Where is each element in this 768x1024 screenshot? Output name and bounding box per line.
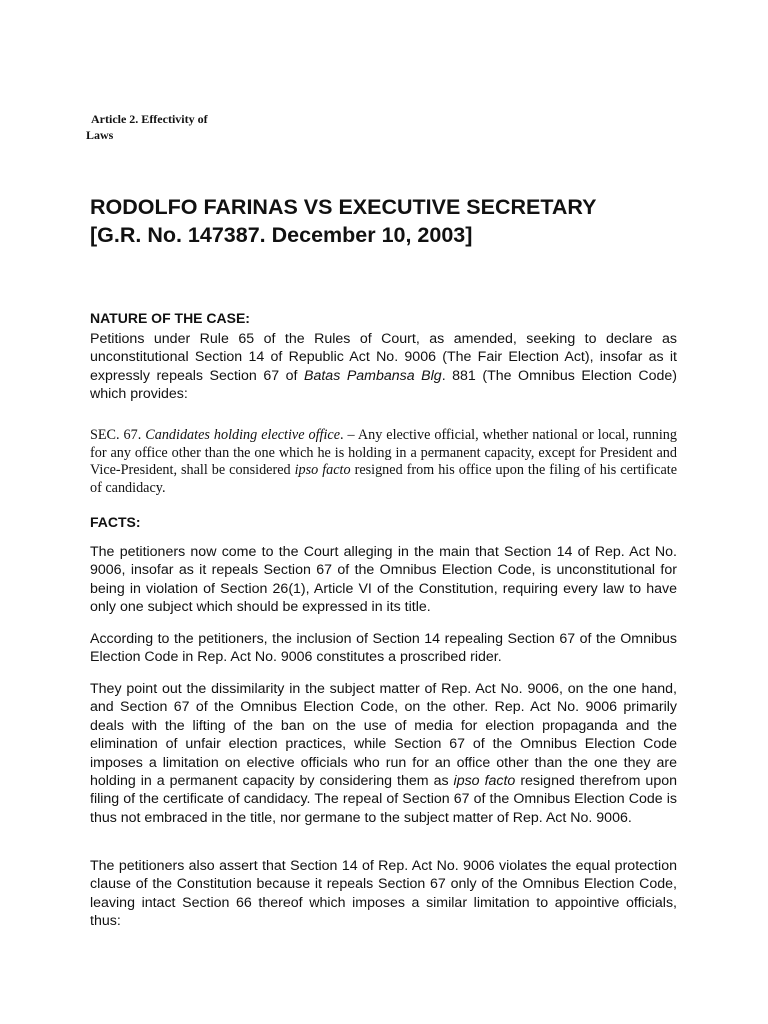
sec67-text-a: SEC. 67. <box>90 427 146 443</box>
case-title-line2: [G.R. No. 147387. December 10, 2003] <box>90 223 473 247</box>
nature-heading: NATURE OF THE CASE: <box>90 310 250 326</box>
nature-paragraph <box>90 330 677 404</box>
section-67-quote <box>90 427 677 497</box>
case-title <box>90 193 710 249</box>
sec67-italic-title: Candidates holding elective office <box>145 427 341 443</box>
article-heading-line2: Laws <box>86 128 114 142</box>
nature-paragraph-italic: Batas Pambansa Blg <box>304 367 442 384</box>
article-heading <box>86 111 236 143</box>
facts-paragraph-3-italic: ipso facto <box>453 773 516 790</box>
sec67-italic-ipso: ipso facto <box>294 462 351 479</box>
facts-paragraph-1: The petitioners now come to the Court alleging in the main that Section 14 of Rep. Act No. 9006, insofar as it repeals Section 67 of the Omnibus Election Code, is unconstitutional for being in violation of Section 26(1), Article VI of the Constitution, requiring every law to have only one subject which should be expressed in its title. <box>90 544 677 616</box>
facts-paragraph-2: According to the petitioners, the inclusion of Section 14 repealing Section 67 of the Omnibus Election Code in Rep. Act No. 9006 constitutes a proscribed rider. <box>90 631 677 666</box>
sec67-text-c: . – Any elective official, whether national or local, running for any office other than the one which he is holding in a permanent capacity, except for President and Vice-President, shall be considered <box>90 427 677 479</box>
facts-heading: FACTS: <box>90 514 141 530</box>
nature-paragraph-text-c: . 881 (The Omnibus Election Code) which provides: <box>90 367 677 403</box>
facts-paragraph-3-text-c: resigned therefrom upon filing of the certificate of candidacy. The repeal of Section 67 of the Omnibus Election Code is thus not embraced in the title, nor germane to the subject matter of Rep. Act No. 9006. <box>90 773 677 826</box>
facts-paragraph-3 <box>90 680 677 827</box>
case-title-line1: RODOLFO FARINAS VS EXECUTIVE SECRETARY <box>90 195 597 219</box>
sec67-text-e: resigned from his office upon the filing of his certificate of candidacy. <box>90 462 677 496</box>
facts-paragraph-3-text-a: They point out the dissimilarity in the subject matter of Rep. Act No. 9006, on the one hand, and Section 67 of the Omnibus Election Code, on the other. Rep. Act No. 9006 primarily deals with the lifting of the ban on the use of media for election propaganda and the elimination of unfair election practices, while Section 67 of the Omnibus Election Code imposes a limitation on elective officials who run for an office other than the one they are holding in a permanent capacity by considering them as <box>90 681 677 790</box>
facts-paragraph-4: The petitioners also assert that Section 14 of Rep. Act No. 9006 violates the equal protection clause of the Constitution because it repeals Section 67 only of the Omnibus Election Code, leaving intact Section 66 thereof which imposes a similar limitation to appointive officials, thus: <box>90 858 677 930</box>
article-heading-line1: Article 2. Effectivity of <box>91 112 208 126</box>
nature-paragraph-text-a: Petitions under Rule 65 of the Rules of Court, as amended, seeking to declare as unconstitutional Section 14 of Republic Act No. 9006 (The Fair Election Act), insofar as it expressly repeals Section 67 of <box>90 331 677 384</box>
